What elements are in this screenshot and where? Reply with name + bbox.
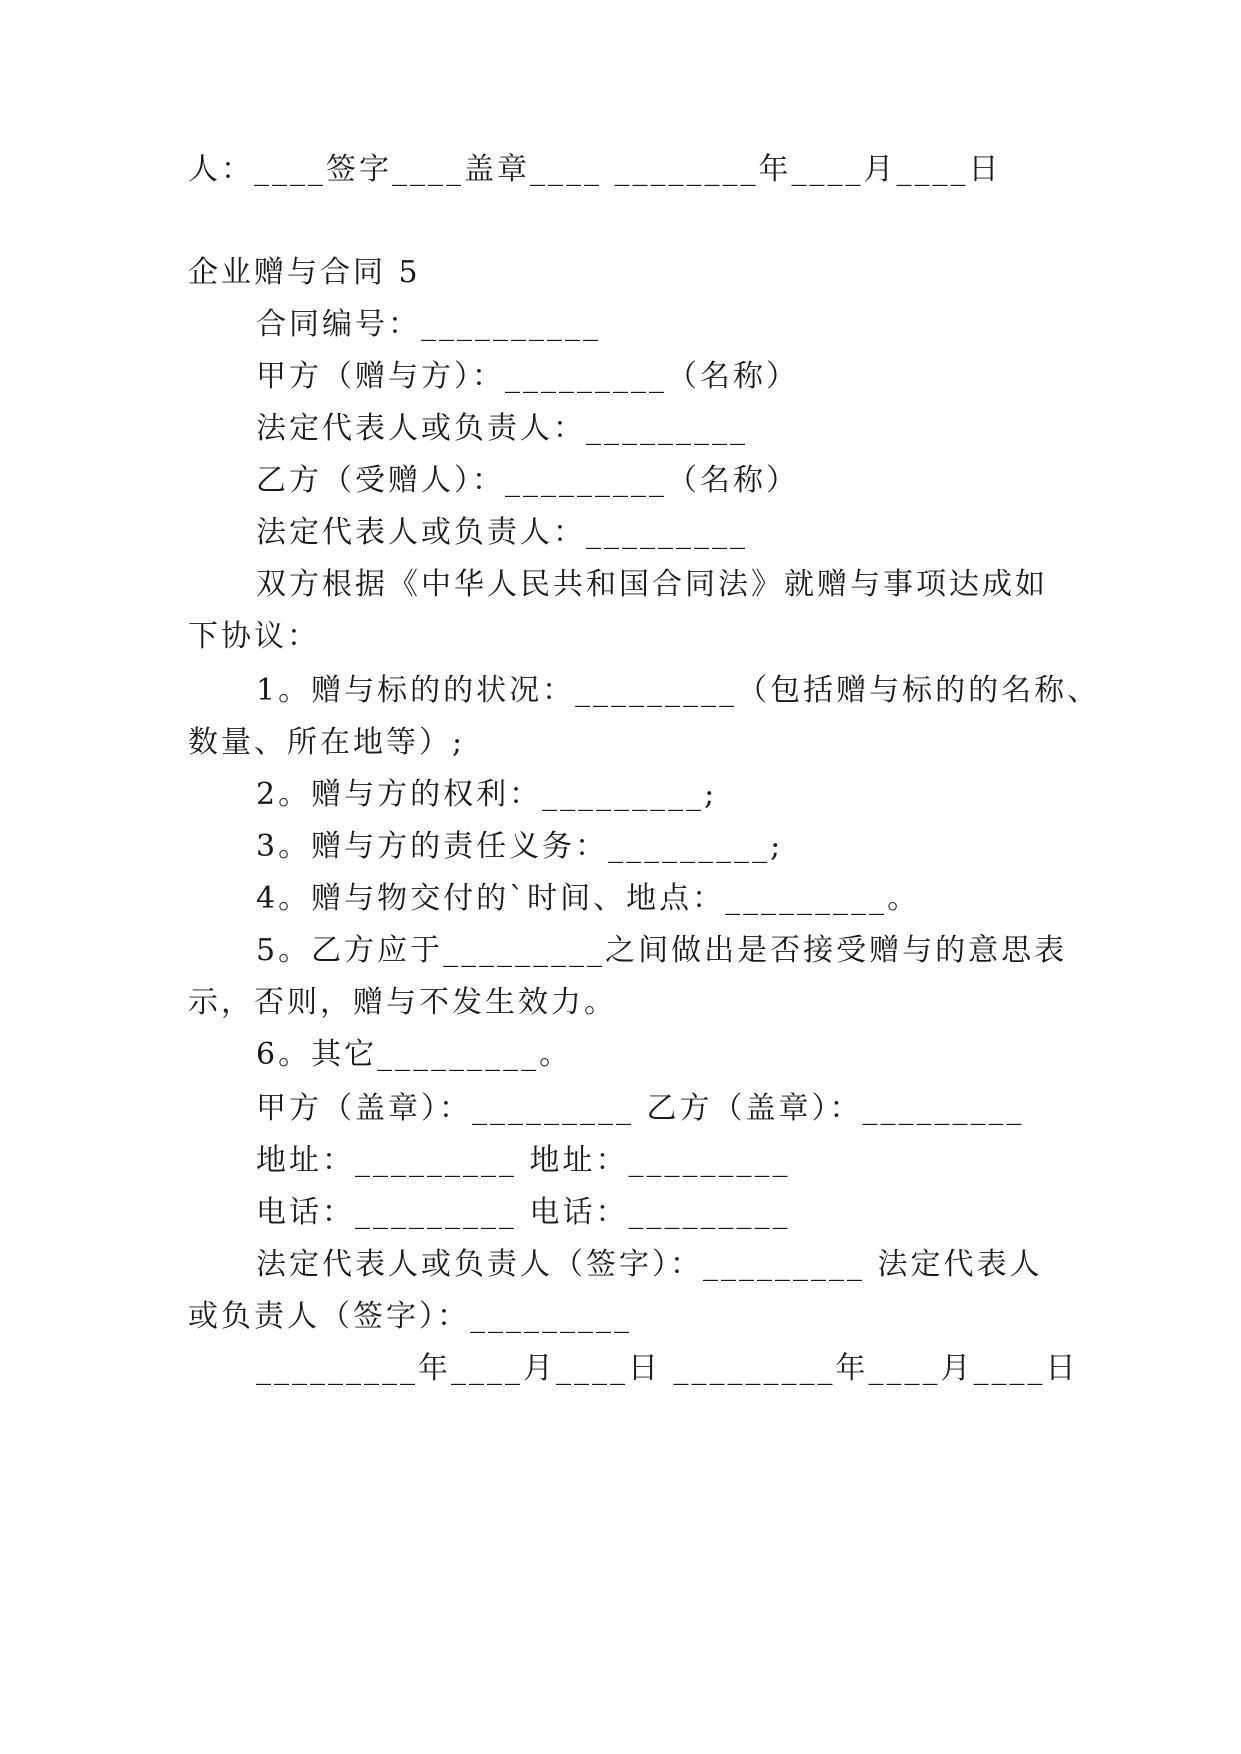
contract-number-line: 合同编号：__________ bbox=[256, 307, 601, 342]
party-b-line: 乙方（受赠人）：_________（名称） bbox=[256, 463, 799, 498]
date-line: _________年____月____日 _________年____月____日 bbox=[256, 1351, 1079, 1386]
clause-3: 3。赠与方的责任义务：_________; bbox=[256, 829, 784, 864]
clause-1-line2: 数量、所在地等）; bbox=[188, 725, 466, 760]
party-b-rep-line: 法定代表人或负责人：_________ bbox=[256, 515, 748, 550]
party-a-rep-line: 法定代表人或负责人：_________ bbox=[256, 411, 748, 446]
intro-paragraph-line2: 下协议： bbox=[188, 619, 320, 654]
signature-line1: 法定代表人或负责人（签字）：_________ 法定代表人 bbox=[256, 1247, 1043, 1282]
clause-5-line2: 示，否则，赠与不发生效力。 bbox=[188, 985, 617, 1020]
clause-1-line1: 1。赠与标的的状况：_________（包括赠与标的的名称、 bbox=[256, 673, 1101, 708]
party-a-line: 甲方（赠与方）：_________（名称） bbox=[256, 359, 799, 394]
intro-paragraph-line1: 双方根据《中华人民共和国合同法》就赠与事项达成如 bbox=[256, 567, 1048, 602]
clause-4: 4。赠与物交付的`时间、地点：_________。 bbox=[256, 881, 921, 916]
seal-line: 甲方（盖章）：_________ 乙方（盖章）：_________ bbox=[256, 1091, 1025, 1126]
top-signature-line: 人：____签字____盖章____ ________年____月____日 bbox=[188, 152, 1002, 187]
address-line: 地址：_________ 地址：_________ bbox=[256, 1143, 791, 1178]
document-title: 企业赠与合同 5 bbox=[188, 255, 421, 290]
clause-5-line1: 5。乙方应于_________之间做出是否接受赠与的意思表 bbox=[256, 933, 1068, 968]
clause-6: 6。其它_________。 bbox=[256, 1037, 573, 1072]
clause-2: 2。赠与方的权利：_________; bbox=[256, 777, 718, 812]
signature-line2: 或负责人（签字）：_________ bbox=[188, 1299, 632, 1334]
phone-line: 电话：_________ 电话：_________ bbox=[256, 1195, 791, 1230]
